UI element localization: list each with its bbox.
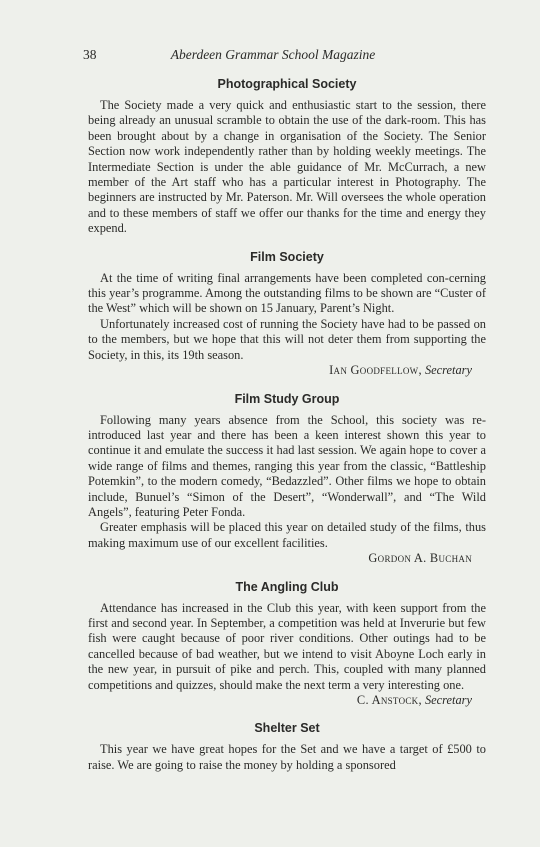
section-film-society	[88, 249, 486, 379]
paragraph: The Society made a very quick and enthusiastic start to the session, there being already an unusual scramble to obtain the use of the dark-room. This has been brought about by a change in organisation of the Society. The Senior Section now work independently rather than by holding weekly meetings. The Intermediate Section is under the able guidance of Mr. McCurrach, a new member of the Art staff who has a particular interest in Photography. The beginners are instructed by Mr. Paterson. Mr. Will oversees the whole operation and to these members of staff we offer our thanks for the time and energy they expend.	[88, 98, 486, 236]
article-body	[88, 76, 486, 773]
signature	[88, 551, 472, 566]
signature-name: Ian Goodfellow,	[329, 363, 422, 378]
section-heading: Film Society	[250, 249, 324, 264]
signature-role: Secretary	[424, 363, 472, 378]
section-heading: Film Study Group	[234, 391, 340, 406]
page-number: 38	[83, 47, 97, 62]
paragraph: Attendance has increased in the Club this year, with keen support from the first and second year. In September, a competition was held at Inverurie but few fish were caught because of poor river conditions. Other outings had to be cancelled because of bad weather, but we intend to visit Aboyne Loch early in the new year, in pursuit of pike and perch. This, coupled with many planned competitions and quizzes, should make the next term a very interesting one.	[88, 600, 486, 692]
signature	[88, 693, 472, 708]
section-heading: Photographical Society	[217, 77, 357, 91]
section-shelter-set	[88, 720, 486, 773]
page-header	[83, 47, 463, 65]
signature-name: C. Anstock,	[356, 693, 422, 707]
signature	[88, 363, 472, 378]
paragraph: Unfortunately increased cost of running the Society have had to be passed on to the members, but we hope that this will not deter them from supporting the Society, in this, its 19th season.	[88, 316, 486, 362]
paragraph: Greater emphasis will be placed this year on detailed study of the films, thus making maximum use of our excellent facilities.	[88, 520, 486, 550]
signature-role: Secretary	[424, 693, 472, 707]
section-film-study-group	[88, 391, 486, 567]
signature-name: Gordon A. Buchan	[368, 551, 472, 566]
section-heading: Shelter Set	[254, 721, 320, 736]
section-photographical-society	[88, 76, 486, 237]
paragraph: This year we have great hopes for the Set and we have a target of £500 to raise. We are going to raise the money by holding a sponsored	[88, 742, 486, 772]
section-heading: The Angling Club	[235, 579, 339, 594]
magazine-title: Aberdeen Grammar School Magazine	[170, 47, 376, 62]
section-angling-club	[88, 579, 486, 709]
paragraph: At the time of writing final arrangements have been completed con-cerning this year’s programme. Among the outstanding films to be shown are “Custer of the West” which will be shown on 15 January, Parent’s Night.	[88, 270, 486, 316]
paragraph: Following many years absence from the School, this society was re-introduced last year and there has been a keen interest shown this year to continue it and emulate the success it had last session. We again hope to cover a wide range of films and themes, ranging this year from the classic, “Battleship Potemkin”, to the modern comedy, “Bedazzled”. Other films we hope to obtain include, Bunuel’s “Simon of the Desert”, “Wonderwall”, and “The Wild Angels”, featuring Peter Fonda.	[88, 412, 486, 519]
